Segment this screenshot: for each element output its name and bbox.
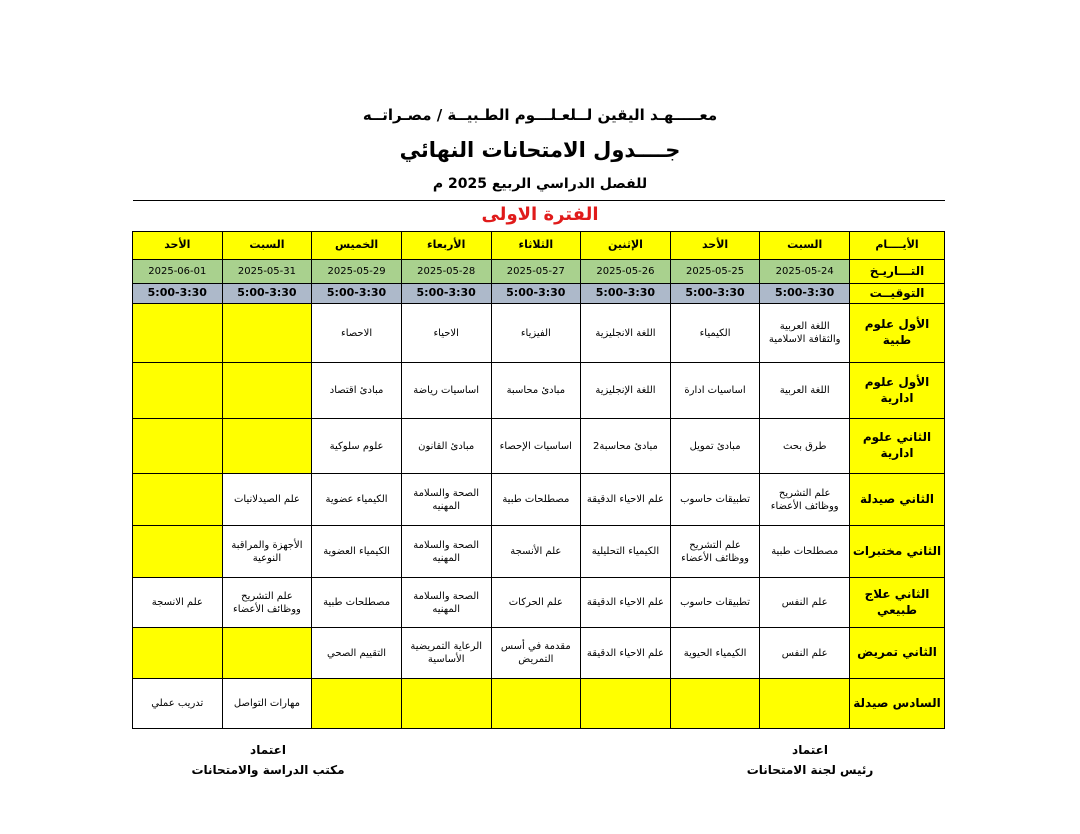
exam-subject-cell: الكيمياء عضوية (312, 474, 402, 526)
date-cell: 2025-05-25 (670, 260, 760, 284)
approver-title: رئيس لجنة الامتحانات (746, 763, 874, 777)
exam-subject-cell: علم الانسجة (133, 578, 223, 628)
program-row (133, 363, 945, 419)
exam-subject-cell: علم الحركات (491, 578, 581, 628)
exam-subject-cell: الاحياء (401, 304, 491, 363)
institute-name: معـــــهـد اليقين لــلعـلـــوم الطـبيــة / مصـراتــه (362, 106, 718, 124)
exam-subject-cell: مبادئ محاسبة (491, 363, 581, 419)
exam-subject-cell: اساسيات ادارة (670, 363, 760, 419)
exam-subject-cell: علم الصيدلانيات (222, 474, 312, 526)
date-cell: 2025-05-29 (312, 260, 402, 284)
exam-subject-cell: مبادئ محاسبة2 (581, 419, 671, 474)
header-divider (133, 200, 945, 201)
empty-slot-cell (133, 628, 223, 679)
empty-slot-cell (133, 419, 223, 474)
time-cell: 5:00-3:30 (760, 284, 850, 304)
empty-slot-cell (133, 363, 223, 419)
exam-subject-cell: علم التشريح ووظائف الأعضاء (222, 578, 312, 628)
program-row (133, 679, 945, 729)
period-title: الفترة الاولى (481, 204, 599, 225)
exam-subject-cell: مبادئ القانون (401, 419, 491, 474)
empty-slot-cell (133, 304, 223, 363)
day-cell: الأحد (133, 232, 223, 260)
exam-subject-cell: علم الاحياء الدقيقة (581, 474, 671, 526)
time-label: التوقيــت (850, 284, 945, 304)
exam-subject-cell: علم النفس (760, 628, 850, 679)
time-cell: 5:00-3:30 (312, 284, 402, 304)
time-cell: 5:00-3:30 (133, 284, 223, 304)
program-label: الأول علوم طبية (850, 304, 945, 363)
exam-subject-cell: التقييم الصحي (312, 628, 402, 679)
day-cell: السبت (760, 232, 850, 260)
approval-label: اعتماد (792, 743, 828, 757)
exam-subject-cell: علم الاحياء الدقيقة (581, 578, 671, 628)
studies-office-approval (178, 740, 358, 780)
empty-slot-cell (581, 679, 671, 729)
exam-subject-cell: الكيمياء الحيوية (670, 628, 760, 679)
exam-committee-approval (740, 740, 880, 780)
times-row (133, 284, 945, 304)
exam-subject-cell: اللغة العربية والثقافة الاسلامية (760, 304, 850, 363)
empty-slot-cell (670, 679, 760, 729)
days-row (133, 232, 945, 260)
exam-subject-cell: علم الاحياء الدقيقة (581, 628, 671, 679)
time-cell: 5:00-3:30 (222, 284, 312, 304)
program-row (133, 419, 945, 474)
empty-slot-cell (222, 304, 312, 363)
empty-slot-cell (401, 679, 491, 729)
semester-subtitle: للفصل الدراسي الربيع 2025 م (432, 176, 648, 192)
day-cell: الخميس (312, 232, 402, 260)
time-cell: 5:00-3:30 (401, 284, 491, 304)
empty-slot-cell (222, 363, 312, 419)
empty-slot-cell (760, 679, 850, 729)
exam-subject-cell: الرعاية التمريضية الأساسية (401, 628, 491, 679)
exam-subject-cell: تطبيقات حاسوب (670, 578, 760, 628)
day-cell: الأربعاء (401, 232, 491, 260)
date-cell: 2025-05-24 (760, 260, 850, 284)
exam-subject-cell: علم التشريح ووظائف الأعضاء (670, 526, 760, 578)
day-cell: الثلاثاء (491, 232, 581, 260)
approval-label: اعتماد (250, 743, 286, 757)
program-label: الثاني علوم ادارية (850, 419, 945, 474)
program-label: السادس صيدلة (850, 679, 945, 729)
exam-subject-cell: علم التشريح ووظائف الأعضاء (760, 474, 850, 526)
time-cell: 5:00-3:30 (491, 284, 581, 304)
exam-subject-cell: الصحة والسلامة المهنيه (401, 578, 491, 628)
exam-subject-cell: الصحة والسلامة المهنيه (401, 474, 491, 526)
date-cell: 2025-05-26 (581, 260, 671, 284)
program-row (133, 628, 945, 679)
program-label: الثاني صيدلة (850, 474, 945, 526)
exam-subject-cell: مصطلحات طبية (312, 578, 402, 628)
exam-subject-cell: تدريب عملي (133, 679, 223, 729)
program-row (133, 578, 945, 628)
exam-subject-cell: علم الأنسجة (491, 526, 581, 578)
day-cell: الإثنين (581, 232, 671, 260)
exam-subject-cell: طرق بحث (760, 419, 850, 474)
program-label: الثاني تمريض (850, 628, 945, 679)
exam-subject-cell: اللغة الانجليزية (581, 304, 671, 363)
dates-row (133, 260, 945, 284)
program-label: الأول علوم ادارية (850, 363, 945, 419)
program-row (133, 526, 945, 578)
exam-subject-cell: علم النفس (760, 578, 850, 628)
days-label: الأيــــام (850, 232, 945, 260)
exam-subject-cell: مصطلحات طبية (760, 526, 850, 578)
exam-subject-cell: الصحة والسلامة المهنيه (401, 526, 491, 578)
empty-slot-cell (133, 474, 223, 526)
exam-subject-cell: اللغة العربية (760, 363, 850, 419)
approver-title: مكتب الدراسة والامتحانات (191, 763, 345, 777)
time-cell: 5:00-3:30 (581, 284, 671, 304)
empty-slot-cell (222, 419, 312, 474)
exam-subject-cell: اللغة الإنجليزية (581, 363, 671, 419)
day-cell: الأحد (670, 232, 760, 260)
date-cell: 2025-05-27 (491, 260, 581, 284)
empty-slot-cell (312, 679, 402, 729)
empty-slot-cell (133, 526, 223, 578)
empty-slot-cell (222, 628, 312, 679)
exam-subject-cell: تطبيقات حاسوب (670, 474, 760, 526)
exam-subject-cell: مقدمة في أسس التمريض (491, 628, 581, 679)
date-cell: 2025-05-31 (222, 260, 312, 284)
exam-subject-cell: مصطلحات طبية (491, 474, 581, 526)
exam-subject-cell: الأجهزة والمراقبة النوعية (222, 526, 312, 578)
exam-subject-cell: الفيزياء (491, 304, 581, 363)
schedule-title: جــــدول الامتحانات النهائي (399, 138, 681, 162)
program-row (133, 474, 945, 526)
exam-subject-cell: الكيمياء العضوية (312, 526, 402, 578)
exam-subject-cell: اساسيات الإحصاء (491, 419, 581, 474)
exam-subject-cell: الاحصاء (312, 304, 402, 363)
exam-subject-cell: مبادئ تمويل (670, 419, 760, 474)
program-label: الثاني علاج طبيعي (850, 578, 945, 628)
exam-subject-cell: مبادئ اقتصاد (312, 363, 402, 419)
date-label: التـــاريـخ (850, 260, 945, 284)
program-label: الثاني مختبرات (850, 526, 945, 578)
exam-schedule-table (132, 231, 945, 729)
exam-subject-cell: مهارات التواصل (222, 679, 312, 729)
day-cell: السبت (222, 232, 312, 260)
empty-slot-cell (491, 679, 581, 729)
date-cell: 2025-06-01 (133, 260, 223, 284)
exam-subject-cell: علوم سلوكية (312, 419, 402, 474)
exam-subject-cell: الكيمياء (670, 304, 760, 363)
time-cell: 5:00-3:30 (670, 284, 760, 304)
exam-subject-cell: اساسيات رياضة (401, 363, 491, 419)
date-cell: 2025-05-28 (401, 260, 491, 284)
exam-subject-cell: الكيمياء التحليلية (581, 526, 671, 578)
program-row (133, 304, 945, 363)
